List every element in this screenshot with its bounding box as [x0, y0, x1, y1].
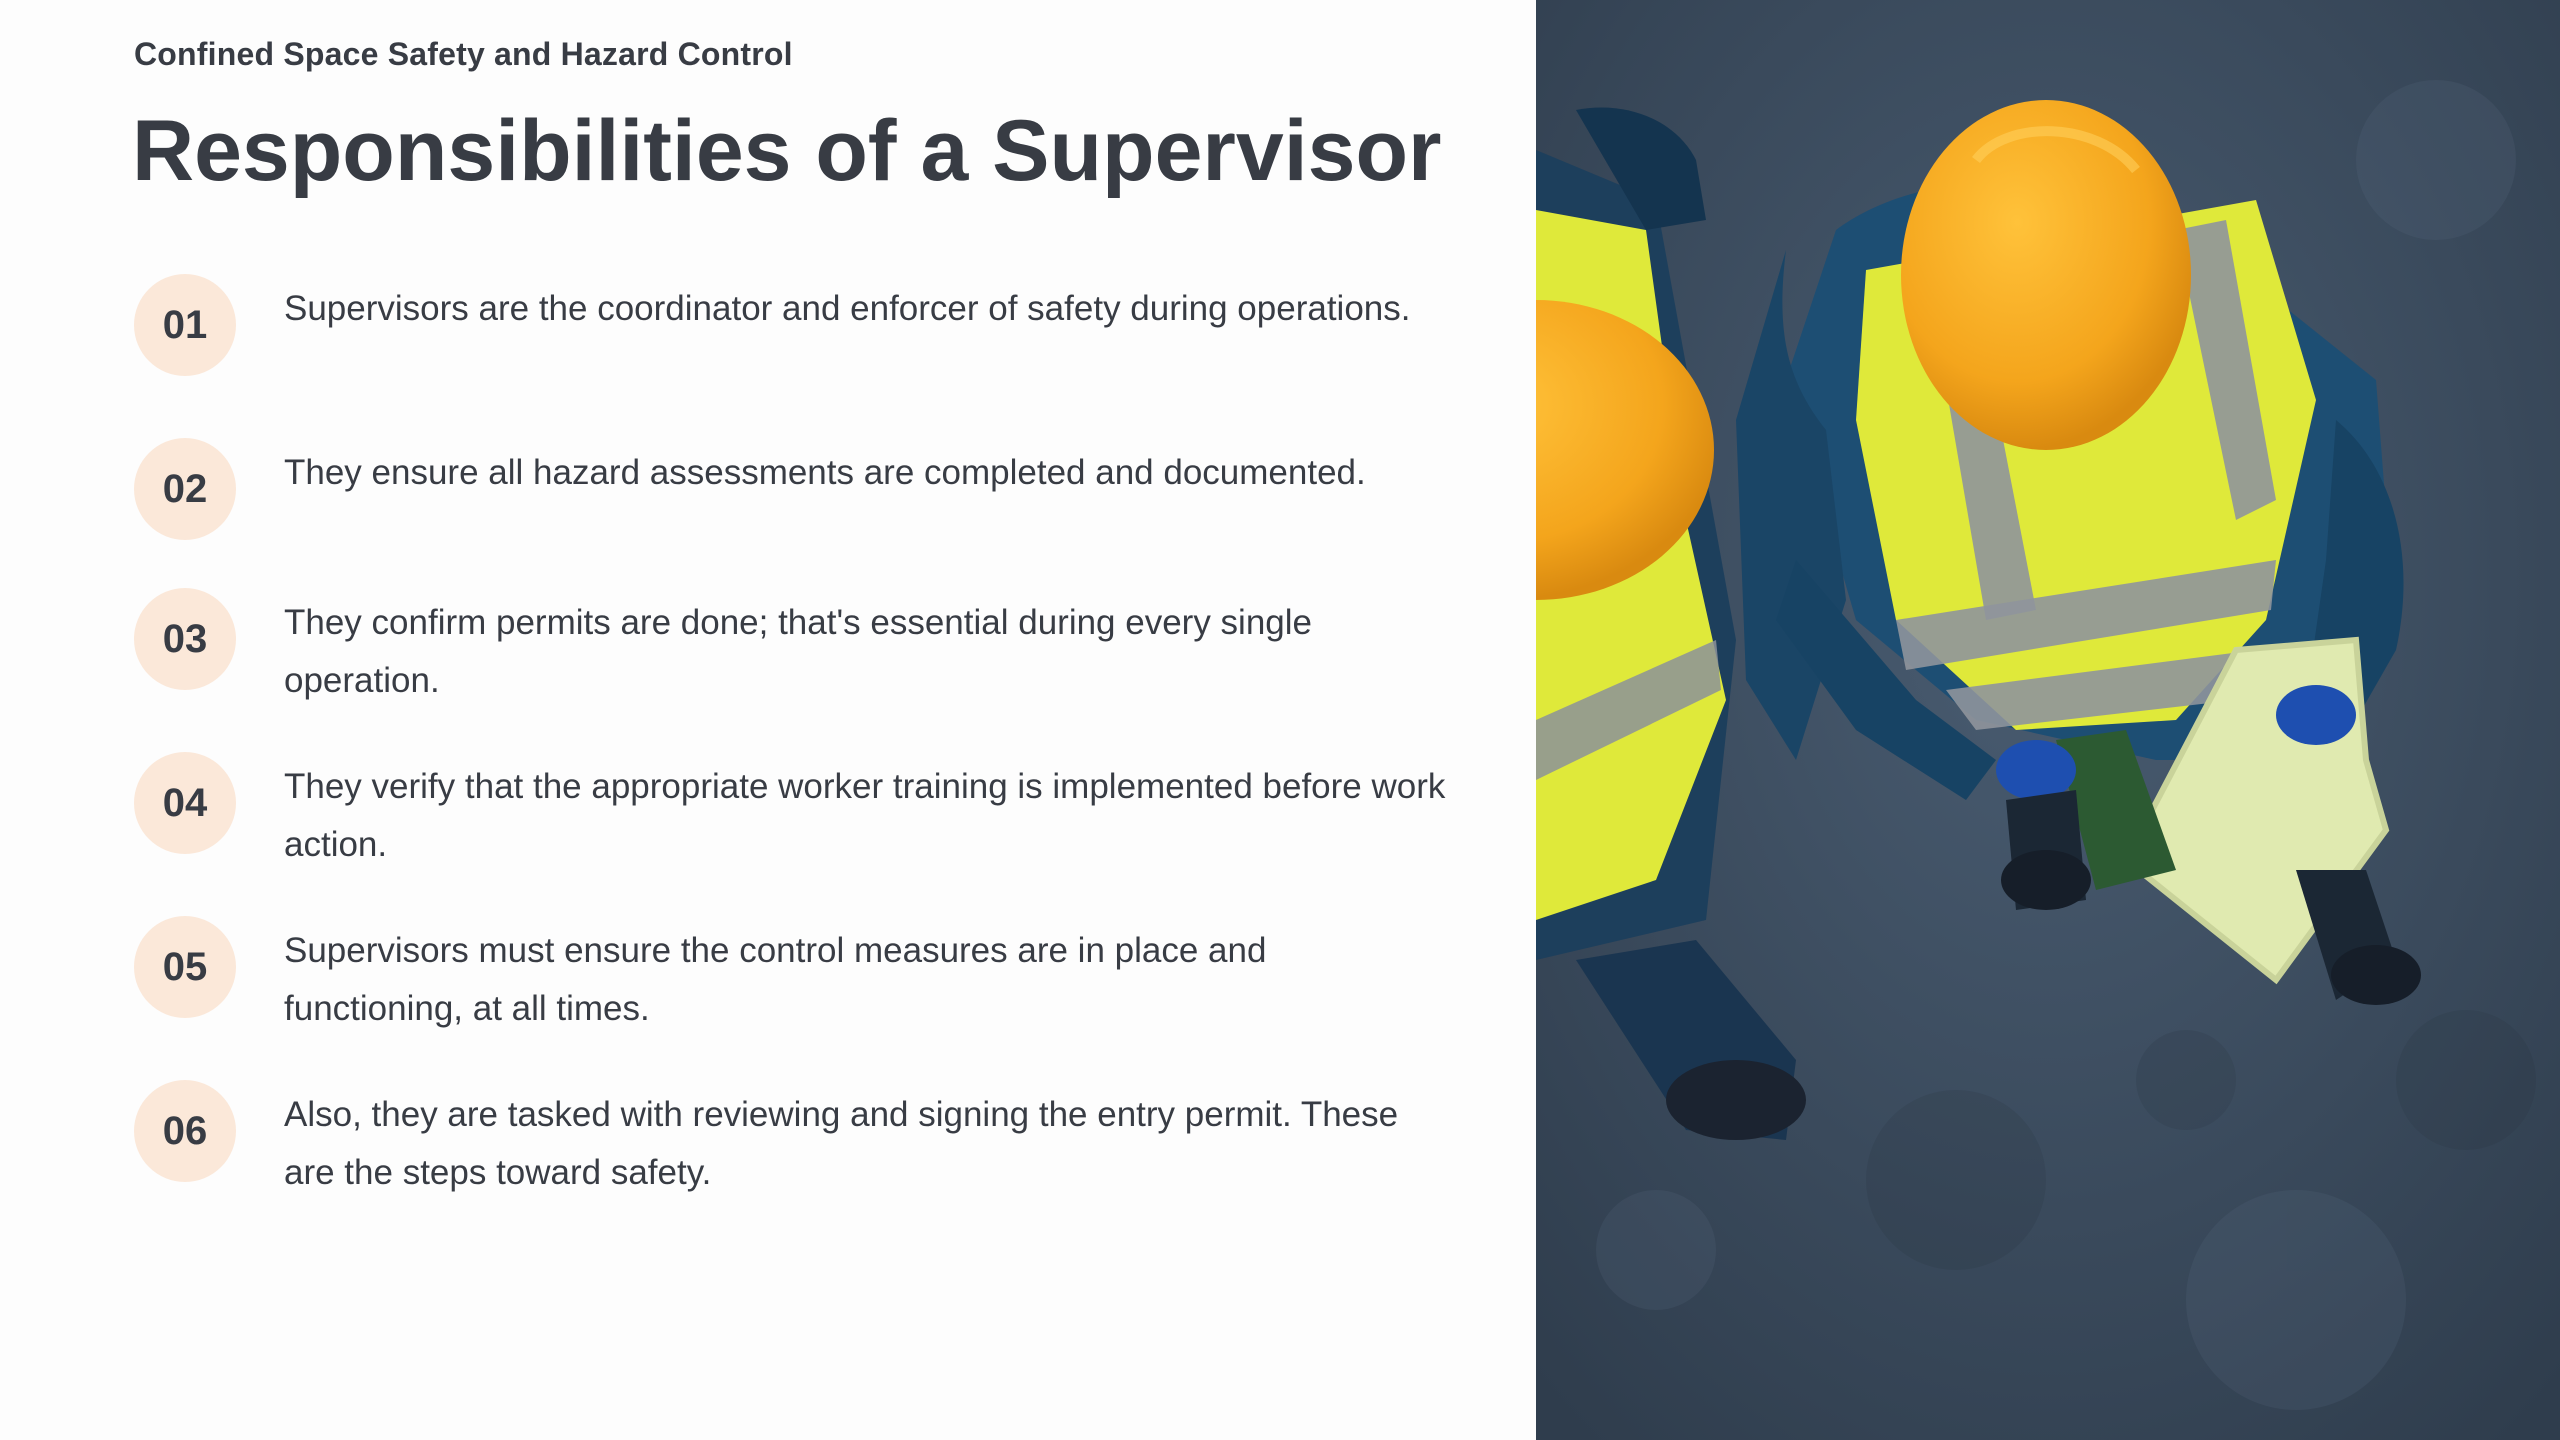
- number-badge: 03: [134, 588, 236, 690]
- left-glove: [2276, 685, 2356, 745]
- number-badge: 06: [134, 1080, 236, 1182]
- item-text: Supervisors are the coordinator and enforcer of safety during operations.: [284, 289, 1411, 328]
- workers-illustration: [1536, 0, 2560, 1440]
- slide-subtitle: Confined Space Safety and Hazard Control: [134, 36, 793, 72]
- list-item: [134, 274, 1454, 394]
- item-text: They confirm permits are done; that's essential during every single operation.: [284, 603, 1313, 700]
- list-item: [134, 1080, 1454, 1200]
- list-item: [134, 438, 1454, 558]
- number-badge: 04: [134, 752, 236, 854]
- number-badge: 02: [134, 438, 236, 540]
- workers-photo: [1536, 0, 2560, 1440]
- list-item: [134, 752, 1454, 872]
- right-glove: [1996, 740, 2076, 800]
- list-item: [134, 588, 1454, 708]
- right-helmet: [1901, 100, 2191, 450]
- item-text: They verify that the appropriate worker training is implemented before work action.: [284, 767, 1446, 864]
- item-text: Supervisors must ensure the control measures are in place and functioning, at all times.: [284, 931, 1267, 1028]
- list-item: [134, 916, 1454, 1036]
- item-text: Also, they are tasked with reviewing and signing the entry permit. These are the steps toward safety.: [284, 1095, 1399, 1192]
- number-badge: 05: [134, 916, 236, 1018]
- number-badge: 01: [134, 274, 236, 376]
- item-text: They ensure all hazard assessments are completed and documented.: [284, 453, 1366, 492]
- slide-title: Responsibilities of a Supervisor: [132, 103, 1442, 199]
